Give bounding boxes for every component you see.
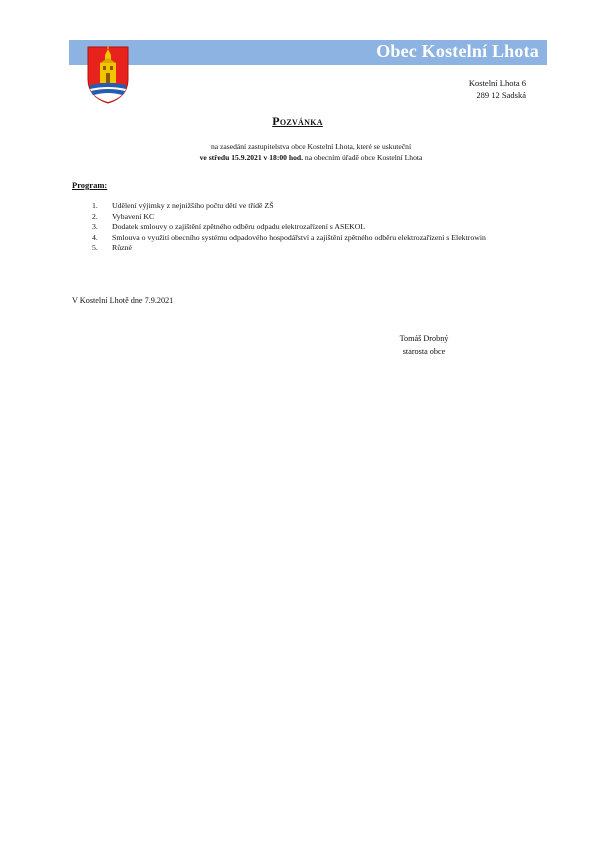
municipality-address xyxy=(430,77,526,101)
date-place-line: V Kostelní Lhotě dne 7.9.2021 xyxy=(72,296,174,305)
agenda-list xyxy=(92,201,552,254)
agenda-item-text: Smlouva o využití obecního systému odpadového hospodářství a zajištění zpětného odběru elektrozařízení s Elektrowin xyxy=(112,232,486,242)
address-street: Kostelní Lhota 6 xyxy=(468,78,526,88)
agenda-item-number: 3. xyxy=(92,222,98,231)
agenda-item xyxy=(92,222,552,233)
signature-block xyxy=(388,332,460,358)
header-bar xyxy=(69,40,547,65)
signatory-name: Tomáš Drobný xyxy=(399,334,449,343)
intro-line-2 xyxy=(0,152,595,163)
document-heading: Pozvánka xyxy=(272,114,323,128)
agenda-item-text: Různé xyxy=(112,243,132,252)
agenda-item-text: Dodatek smlouvy o zajištění zpětného odběru odpadu elektrozařízení s ASEKOL xyxy=(112,222,366,231)
meeting-date-time: ve středu 15.9.2021 v 18:00 hod. xyxy=(199,153,303,162)
agenda-item xyxy=(92,201,552,212)
agenda-item xyxy=(92,233,552,244)
agenda-item-text: Vybavení KC xyxy=(112,211,155,221)
meeting-intro xyxy=(0,141,595,163)
address-postal-city: 289 12 Sadská xyxy=(476,90,526,100)
signatory-role: starosta obce xyxy=(402,347,446,356)
municipal-coat-of-arms-icon xyxy=(86,45,130,105)
agenda-item-text: Udělení výjimky z nejnižšího počtu dětí ve třídě ZŠ xyxy=(112,201,274,210)
program-label: Program: xyxy=(72,180,108,190)
agenda-item-number: 1. xyxy=(92,201,98,210)
meeting-location: na obecním úřadě obce Kostelní Lhota xyxy=(303,153,423,162)
municipality-title: Obec Kostelní Lhota xyxy=(376,41,539,61)
agenda-item-number: 2. xyxy=(92,211,98,221)
agenda-item xyxy=(92,243,552,254)
agenda-item-number: 4. xyxy=(92,232,98,242)
agenda-item xyxy=(92,212,552,223)
intro-line-1: na zasedání zastupitelstva obce Kostelní Lhota, které se uskuteční xyxy=(210,142,412,151)
agenda-item-number: 5. xyxy=(92,243,98,252)
